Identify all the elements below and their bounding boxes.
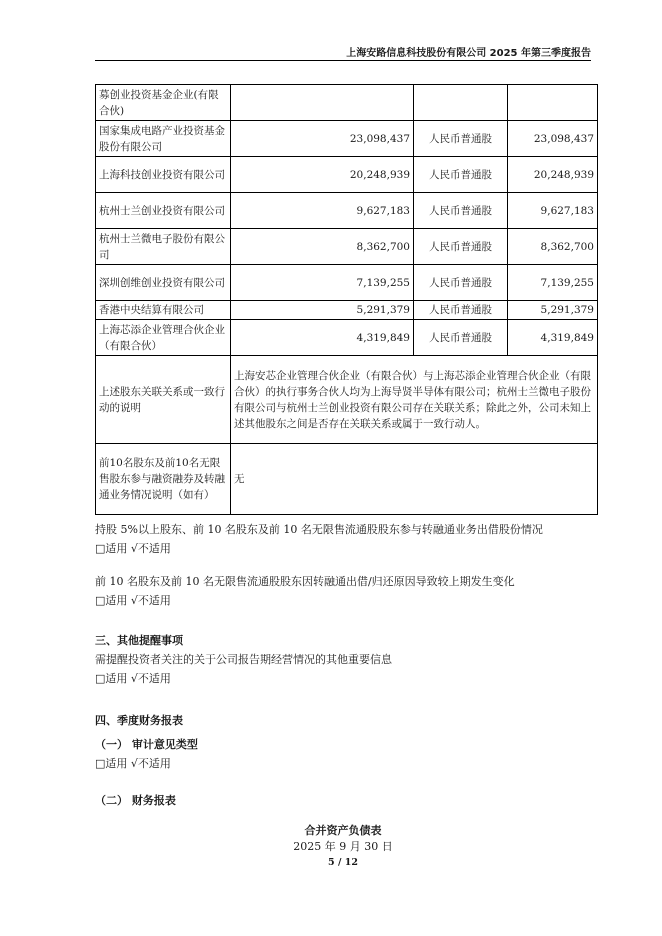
holder-shares: 23,098,437: [231, 121, 414, 157]
lending-section: [95, 522, 543, 557]
table-row: [96, 320, 598, 356]
share-type: 人民币普通股: [414, 301, 508, 320]
share-count: 5,291,379: [508, 301, 598, 320]
section-3-text: 需提醒投资者关注的关于公司报告期经营情况的其他重要信息: [95, 653, 392, 666]
share-count: 4,319,849: [508, 320, 598, 356]
section-4: [95, 712, 198, 808]
change-options: □适用 √不适用: [95, 594, 171, 607]
table-row: [96, 85, 598, 121]
statement-date: 2025 年 9 月 30 日: [293, 840, 393, 853]
holder-name: 香港中央结算有限公司: [96, 301, 231, 320]
holder-shares: 4,319,849: [231, 320, 414, 356]
margin-text: 无: [231, 444, 598, 515]
change-section: [95, 574, 515, 609]
holder-shares: 8,362,700: [231, 229, 414, 265]
holder-shares: [231, 85, 414, 121]
share-count: 7,139,255: [508, 265, 598, 301]
holder-shares: 7,139,255: [231, 265, 414, 301]
table-row: [96, 121, 598, 157]
lending-text: 持股 5%以上股东、前 10 名股东及前 10 名无限售流通股股东参与转融通业务出借股份情况: [95, 523, 543, 536]
table-row: [96, 229, 598, 265]
lending-options: □适用 √不适用: [95, 542, 171, 555]
report-header: 上海安路信息科技股份有限公司 2025 年第三季度报告: [346, 48, 591, 59]
share-type: 人民币普通股: [414, 320, 508, 356]
share-type: 人民币普通股: [414, 121, 508, 157]
share-type: 人民币普通股: [414, 265, 508, 301]
holder-name: 上海芯添企业管理合伙企业（有限合伙）: [96, 320, 231, 356]
section-4-heading: 四、季度财务报表: [95, 714, 183, 727]
section-3: [95, 632, 392, 687]
table-row: [96, 265, 598, 301]
financial-statements-heading: （二） 财务报表: [95, 794, 176, 807]
relation-label: 上述股东关联关系或一致行动的说明: [96, 356, 231, 444]
holder-name: 募创业投资基金企业(有限合伙): [96, 85, 231, 121]
holder-name: 杭州士兰微电子股份有限公司: [96, 229, 231, 265]
share-count: 9,627,183: [508, 193, 598, 229]
share-count: [508, 85, 598, 121]
table-row: [96, 301, 598, 320]
relation-text: 上海安芯企业管理合伙企业（有限合伙）与上海芯添企业管理合伙企业（有限合伙）的执行事务合伙人均为上海导贤半导体有限公司；杭州士兰微电子股份有限公司与杭州士兰创业投资有限公司存在关联关系；除此之外，公司未知上述其他股东之间是否存在关联关系或属于一致行动人。: [231, 356, 598, 444]
share-type: 人民币普通股: [414, 157, 508, 193]
table-row: [96, 157, 598, 193]
change-text: 前 10 名股东及前 10 名无限售流通股股东因转融通出借/归还原因导致较上期发生变化: [95, 575, 515, 588]
header-divider: [95, 60, 591, 61]
section-3-options: □适用 √不适用: [95, 672, 171, 685]
holder-shares: 9,627,183: [231, 193, 414, 229]
audit-opinion-options: □适用 √不适用: [95, 757, 171, 770]
share-count: 8,362,700: [508, 229, 598, 265]
page-number: 5 / 12: [328, 857, 358, 868]
holder-shares: 20,248,939: [231, 157, 414, 193]
holder-name: 上海科技创业投资有限公司: [96, 157, 231, 193]
holder-shares: 5,291,379: [231, 301, 414, 320]
audit-opinion-heading: （一） 审计意见类型: [95, 738, 198, 751]
share-type: 人民币普通股: [414, 193, 508, 229]
share-count: 20,248,939: [508, 157, 598, 193]
holder-name: 杭州士兰创业投资有限公司: [96, 193, 231, 229]
margin-row: [96, 444, 598, 515]
margin-label: 前10名股东及前10名无限售股东参与融资融券及转融通业务情况说明（如有）: [96, 444, 231, 515]
share-type: [414, 85, 508, 121]
share-count: 23,098,437: [508, 121, 598, 157]
holder-name: 深圳创维创业投资有限公司: [96, 265, 231, 301]
statement-title: 合并资产负债表: [304, 824, 382, 837]
shareholder-table: [95, 84, 598, 515]
table-row: [96, 193, 598, 229]
section-3-heading: 三、其他提醒事项: [95, 634, 183, 647]
share-type: 人民币普通股: [414, 229, 508, 265]
holder-name: 国家集成电路产业投资基金股份有限公司: [96, 121, 231, 157]
relation-row: [96, 356, 598, 444]
